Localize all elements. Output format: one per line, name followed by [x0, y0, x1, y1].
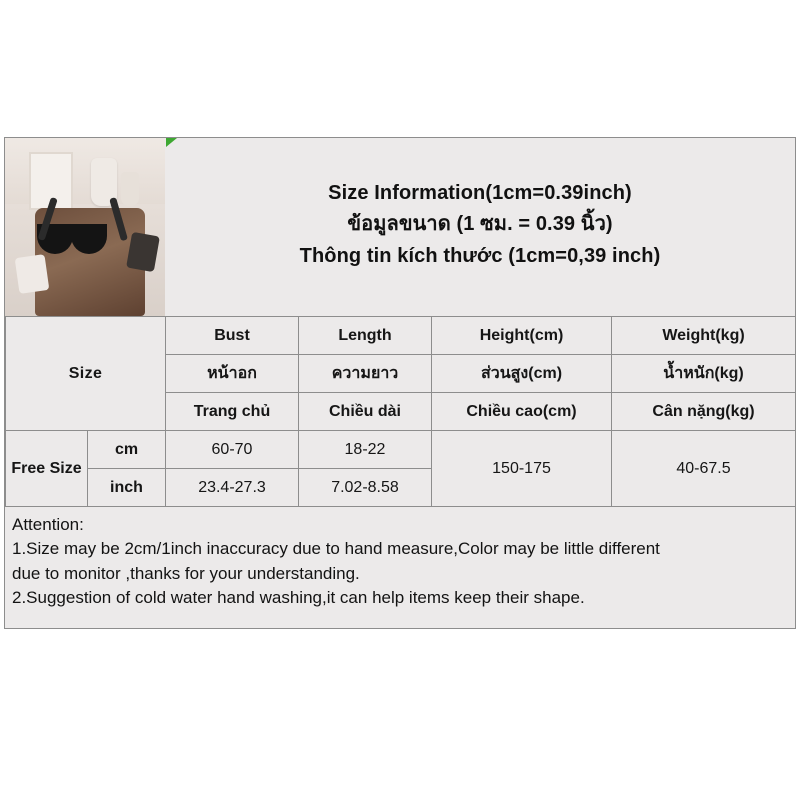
chart-header — [5, 138, 795, 316]
product-photo — [5, 138, 165, 316]
size-table — [5, 316, 796, 507]
header-bust-vi: Trang chủ — [166, 393, 299, 431]
header-size: Size — [6, 317, 166, 431]
cell-weight: 40-67.5 — [612, 431, 796, 507]
size-chart-card — [4, 137, 796, 629]
header-height-en: Height(cm) — [432, 317, 612, 355]
cell-height: 150-175 — [432, 431, 612, 507]
title-line-th: ข้อมูลขนาด (1 ซม. = 0.39 นิ้ว) — [347, 213, 613, 236]
attention-line-3: 2.Suggestion of cold water hand washing,it can help items keep their shape. — [12, 588, 585, 608]
row-unit-cm: cm — [88, 431, 166, 469]
photo-vase-small — [121, 172, 139, 206]
attention-block — [5, 507, 795, 615]
row-unit-inch: inch — [88, 469, 166, 507]
cell-length-cm: 18-22 — [299, 431, 432, 469]
cell-bust-cm: 60-70 — [166, 431, 299, 469]
row-size-label: Free Size — [6, 431, 88, 507]
header-length-en: Length — [299, 317, 432, 355]
header-bust-en: Bust — [166, 317, 299, 355]
header-length-th: ความยาว — [299, 355, 432, 393]
title-line-en: Size Information(1cm=0.39inch) — [328, 181, 632, 204]
title-line-vi: Thông tin kích thước (1cm=0,39 inch) — [299, 244, 661, 267]
attention-heading: Attention: — [12, 515, 84, 534]
attention-line-2: due to monitor ,thanks for your understanding. — [12, 563, 360, 583]
table-row-header-en — [6, 317, 796, 355]
header-weight-vi: Cân nặng(kg) — [612, 393, 796, 431]
header-weight-th: น้ำหนัก(kg) — [612, 355, 796, 393]
header-height-th: ส่วนสูง(cm) — [432, 355, 612, 393]
header-length-vi: Chiều dài — [299, 393, 432, 431]
header-height-vi: Chiều cao(cm) — [432, 393, 612, 431]
title-block — [165, 138, 795, 316]
header-bust-th: หน้าอก — [166, 355, 299, 393]
attention-line-1: 1.Size may be 2cm/1inch inaccuracy due to hand measure,Color may be little different — [12, 539, 660, 559]
photo-white-item — [15, 254, 50, 294]
header-weight-en: Weight(kg) — [612, 317, 796, 355]
table-row-cm — [6, 431, 796, 469]
cell-length-inch: 7.02-8.58 — [299, 469, 432, 507]
cell-bust-inch: 23.4-27.3 — [166, 469, 299, 507]
